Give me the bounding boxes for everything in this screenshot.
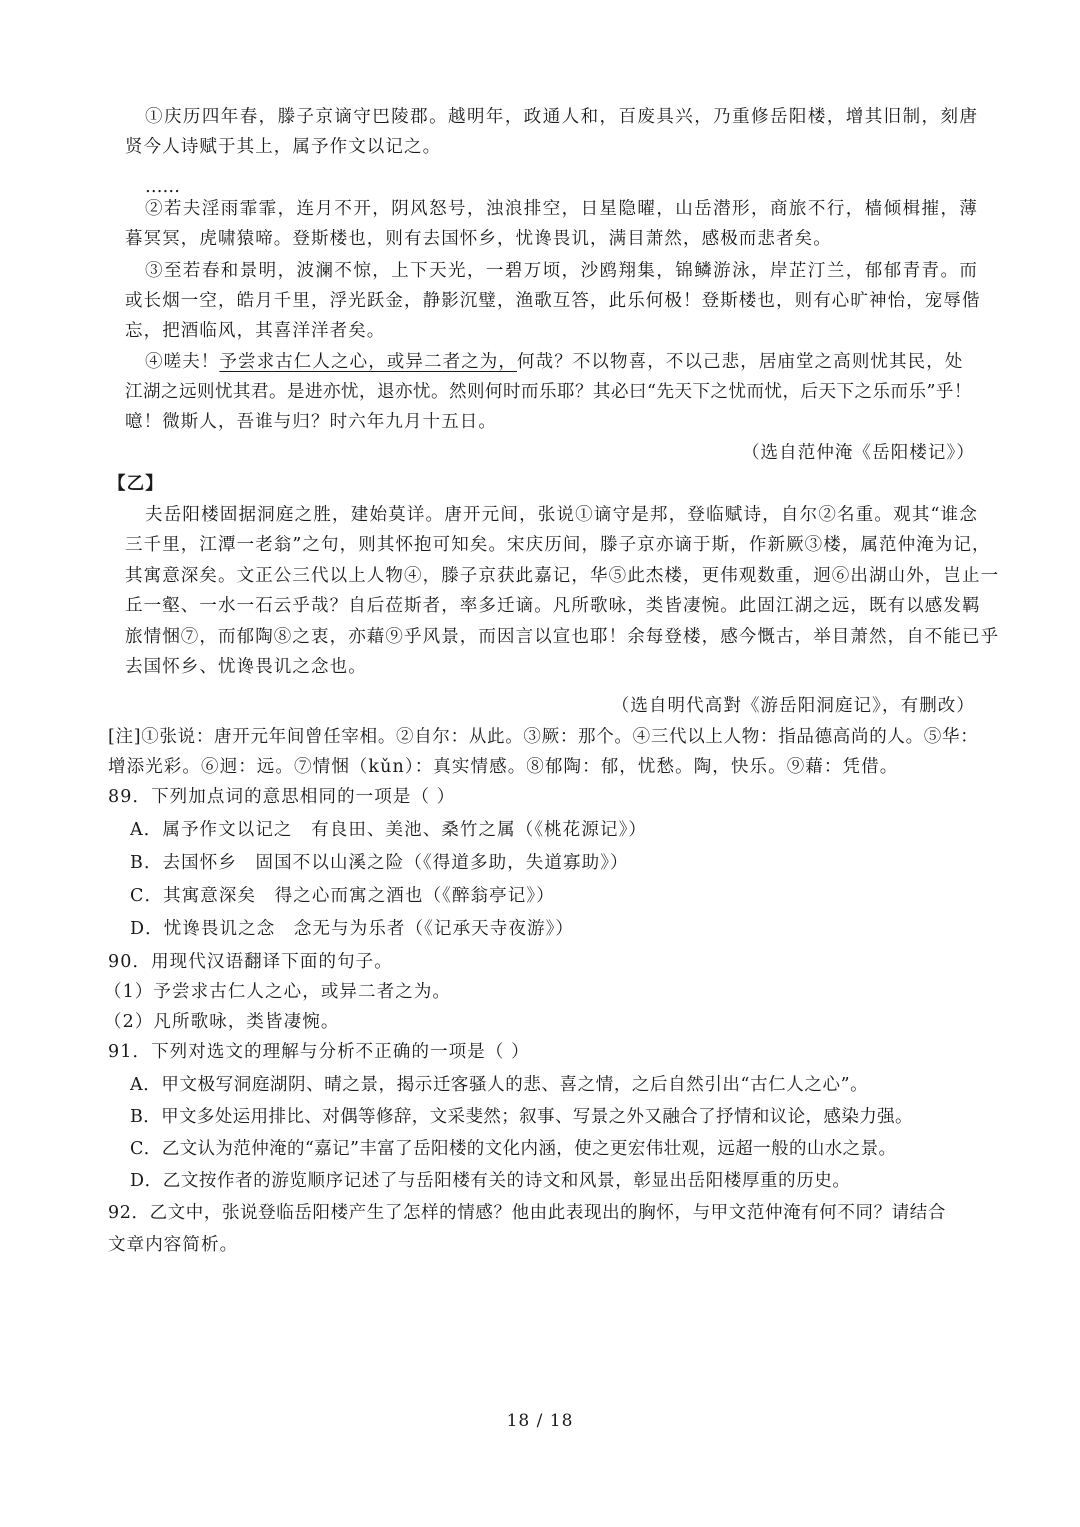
notes-line2: 增添光彩。⑥迥：远。⑦情悃（kǔn）：真实情感。⑧郁陶：郁，忧愁。陶，快乐。⑨藉：凭借。 bbox=[108, 757, 899, 777]
q89-stem: 89．下列加点词的意思相同的一项是（ ） bbox=[108, 787, 456, 807]
passage-b-line2: 三千里，江潭一老翁”之句，则其怀抱可知矣。宋庆历间，滕子京亦谪于斯，作新厥③楼，属范仲淹为记， bbox=[125, 535, 991, 555]
q89-option-b: B．去国怀乡 固国不以山溪之险（《得道多助，失道寡助》） bbox=[130, 853, 629, 873]
p4-lead: ④嗟夫！ bbox=[145, 352, 220, 372]
passage-a-p3-line3: 忘，把酒临风，其喜洋洋者矣。 bbox=[125, 321, 386, 341]
q90-stem: 90．用现代汉语翻译下面的句子。 bbox=[108, 952, 393, 972]
passage-a-p3-line1: ③至若春和景明，波澜不惊，上下天光，一碧万顷，沙鸥翔集，锦鳞游泳，岸芷汀兰，郁郁青青。而 bbox=[145, 261, 978, 281]
q92-line2: 文章内容简析。 bbox=[108, 1235, 239, 1255]
passage-b-line6: 去国怀乡、忧谗畏讥之念也。 bbox=[125, 657, 367, 677]
passage-a-p4-line2: 江湖之远则忧其君。是进亦忧，退亦忧。然则何时而乐耶？其必曰“先天下之忧而忧，后天下之乐而乐”乎！ bbox=[125, 382, 972, 402]
passage-b-line5: 旅情悃⑦，而郁陶⑧之衷，亦藉⑨乎风景，而因言以宣也耶！余每登楼，感今慨古，举目萧然，自不能已乎 bbox=[125, 627, 1000, 647]
passage-a-p1-line2: 贤今人诗赋于其上，属予作文以记之。 bbox=[125, 137, 442, 157]
notes-line1: [注]①张说：唐开元年间曾任宰相。②自尔：从此。③厥：那个。④三代以上人物：指品德高尚的人。⑤华： bbox=[108, 727, 978, 747]
q91-option-b: B．甲文多处运用排比、对偶等修辞，文采斐然；叙事、写景之外又融合了抒情和议论，感染力强。 bbox=[130, 1107, 913, 1127]
q91-option-c: C．乙文认为范仲淹的“嘉记”丰富了岳阳楼的文化内涵，使之更宏伟壮观，远超一般的山水之景。 bbox=[130, 1139, 897, 1159]
passage-a-p4-line1 bbox=[145, 350, 978, 374]
passage-a-p2-line1: ②若夫淫雨霏霏，连月不开，阴风怒号，浊浪排空，日星隐曜，山岳潜形，商旅不行，樯倾楫摧，薄 bbox=[145, 199, 978, 219]
passage-b-source: （选自明代高對《游岳阳洞庭记》，有删改） bbox=[611, 696, 975, 716]
passage-b-line4: 丘一壑、一水一石云乎哉？自后莅斯者，率多迁谪。凡所歌咏，类皆凄惋。此固江湖之远，既有以感发羁 bbox=[125, 596, 981, 616]
passage-b-line1: 夫岳阳楼固据洞庭之胜，建始莫详。唐开元间，张说①谪守是邦，登临赋诗，自尔②名重。观其“谁念 bbox=[145, 505, 978, 525]
passage-b-heading: 【乙】 bbox=[108, 474, 164, 494]
ellipsis: …… bbox=[145, 177, 180, 197]
underlined-sentence: 予尝求古仁人之心，或异二者之为， bbox=[219, 352, 518, 372]
p4-tail: 何哉？不以物喜，不以己悲，居庙堂之高则忧其民，处 bbox=[517, 352, 964, 372]
q92-line1: 92．乙文中，张说登临岳阳楼产生了怎样的情感？他由此表现出的胸怀，与甲文范仲淹有何不同？请结合 bbox=[108, 1203, 946, 1223]
page-number: 18 / 18 bbox=[506, 1411, 574, 1431]
passage-a-p4-line3: 噫！微斯人，吾谁与归？时六年九月十五日。 bbox=[125, 412, 497, 432]
q90-item-1: （1）予尝求古仁人之心，或异二者之为。 bbox=[104, 982, 452, 1002]
q91-option-d: D．乙文按作者的游览顺序记述了与岳阳楼有关的诗文和风景，彰显出岳阳楼厚重的历史。 bbox=[130, 1171, 851, 1191]
q90-item-2: （2）凡所歌咏，类皆凄惋。 bbox=[104, 1012, 340, 1032]
q91-option-a: A．甲文极写洞庭湖阴、晴之景，揭示迁客骚人的悲、喜之情，之后自然引出“古仁人之心”。 bbox=[130, 1075, 869, 1095]
passage-a-source: （选自范仲淹《岳阳楼记》） bbox=[741, 443, 975, 463]
q89-option-d: D．忧谗畏讥之念 念无与为乐者（《记承天寺夜游》） bbox=[130, 919, 575, 939]
q89-option-a: A．属予作文以记之 有良田、美池、桑竹之属（《桃花源记》） bbox=[130, 820, 648, 840]
passage-a-p2-line2: 暮冥冥，虎啸猿啼。登斯楼也，则有去国怀乡，忧谗畏讥，满目萧然，感极而悲者矣。 bbox=[125, 229, 832, 249]
passage-a-p3-line2: 或长烟一空，皓月千里，浮光跃金，静影沉璧，渔歌互答，此乐何极！登斯楼也，则有心旷神怡，宠辱偕 bbox=[125, 291, 981, 311]
q91-stem: 91．下列对选文的理解与分析不正确的一项是（ ） bbox=[108, 1042, 530, 1062]
passage-a-p1-line1: ①庆历四年春，滕子京谪守巴陵郡。越明年，政通人和，百废具兴，乃重修岳阳楼，增其旧制，刻唐 bbox=[145, 107, 978, 127]
q89-option-c: C．其寓意深矣 得之心而寓之酒也（《醉翁亭记》） bbox=[130, 886, 555, 906]
passage-b-line3: 其寓意深矣。文正公三代以上人物④，滕子京获此嘉记，华⑤此杰楼，更伟观数重，迥⑥出湖山外，岂止一 bbox=[125, 566, 1000, 586]
